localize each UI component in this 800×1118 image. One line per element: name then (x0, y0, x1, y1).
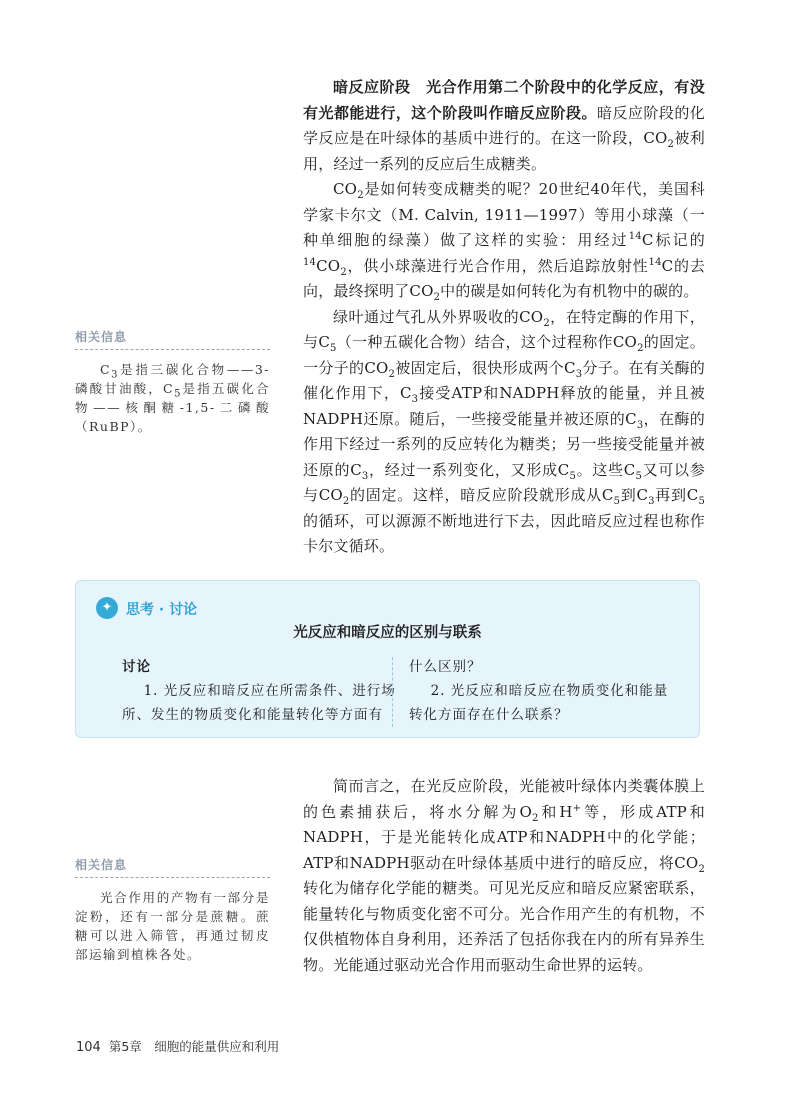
page-footer (76, 1037, 279, 1055)
question-1: 1. 光反应和暗反应在所需条件、进行场所、发生的物质变化和能量转化等方面有 (122, 683, 396, 723)
think-discuss-box (75, 580, 700, 738)
side-note-text: $C_3$是指三碳化合物——3-磷酸甘油酸，$C_5$是指五碳化合物——核酮糖-1,5-二磷酸（RuBP）。 (75, 362, 270, 434)
side-note-heading: 相关信息 (75, 856, 270, 878)
box-right-column (409, 655, 679, 727)
main-text-bottom (303, 774, 705, 978)
paragraph-calvin-cycle: 绿叶通过气孔从外界吸收的$CO_2$，在特定酶的作用下，与$C_5$（一种五碳化合物）结合，这个过程称作$CO_2$的固定。一分子的$CO_2$被固定后，很快形成两个$C_3$分子。在有关酶的催化作用下，$C_3$接受ATP和NADPH释放的能量，并且被NADPH还原。随后，一些接受能量并被还原的$C_3$，在酶的作用下经过一系列的反应转化为糖类；另一些接受能量并被还原的$C_3$，经过一系列变化，又形成$C_5$。这些$C_5$又可以参与$CO_2$的固定。这样，暗反应阶段就形成从$C_5$到$C_3$再到$C_5$的循环，可以源源不断地进行下去，因此暗反应过程也称作卡尔文循环。 (303, 307, 705, 555)
side-note-c3-c5 (75, 328, 270, 436)
chapter-title: 第5章 细胞的能量供应和利用 (108, 1039, 280, 1054)
discussion-heading: 讨论 (122, 659, 151, 675)
paragraph-dark-reaction-intro: 暗反应阶段 光合作用第二个阶段中的化学反应，有没有光都能进行，这个阶段叫作暗反应阶段。暗反应阶段的化学反应是在叶绿体的基质中进行的。在这一阶段，$CO_2$被利用，经过一系列的反应后生成糖类。 (303, 78, 706, 173)
paragraph-calvin-experiment: $CO_2$是如何转变成糖类的呢？20世纪40年代，美国科学家卡尔文（M. Calvin, 1911—1997）等用小球藻（一种单细胞的绿藻）做了这样的实验：用经过$^{14}$C标记的$^{14}CO_2$，供小球藻进行光合作用，然后追踪放射性$^{14}$C的去向，最终探明了$CO_2$中的碳是如何转化为有机物中的碳的。 (303, 180, 706, 303)
page-number: 104 (76, 1040, 101, 1055)
bold-lead: 暗反应阶段 光合作用第二个阶段中的化学反应，有没有光都能进行，这个阶段叫作暗反应阶段。 (303, 78, 705, 122)
lightbulb-icon: ✦ (96, 597, 118, 619)
box-tag: 思考 · 讨论 (126, 602, 198, 618)
side-note-products (75, 856, 270, 964)
box-left-column (122, 655, 412, 727)
side-note-heading: 相关信息 (75, 328, 270, 350)
paragraph-summary: 简而言之，在光反应阶段，光能被叶绿体内类囊体膜上的色素捕获后，将水分解为$O_2$和H+等，形成ATP和NADPH，于是光能转化成ATP和NADPH中的化学能；ATP和NADPH驱动在叶绿体基质中进行的暗反应，将$CO_2$转化为储存化学能的糖类。可见光反应和暗反应紧密联系，能量转化与物质变化密不可分。光合作用产生的有机物，不仅供植物体自身利用，还养活了包括你我在内的所有异养生物。光能通过驱动光合作用而驱动生命世界的运转。 (303, 777, 705, 974)
box-title: 光反应和暗反应的区别与联系 (293, 625, 482, 641)
side-note-text: 光合作用的产物有一部分是淀粉，还有一部分是蔗糖。蔗糖可以进入筛管，再通过韧皮部运输到植株各处。 (75, 890, 270, 962)
question-1-continued: 什么区别？ (409, 659, 482, 675)
column-divider (392, 657, 393, 727)
main-text-top (303, 75, 705, 560)
question-2: 2. 光反应和暗反应在物质变化和能量转化方面存在什么联系？ (409, 683, 669, 723)
